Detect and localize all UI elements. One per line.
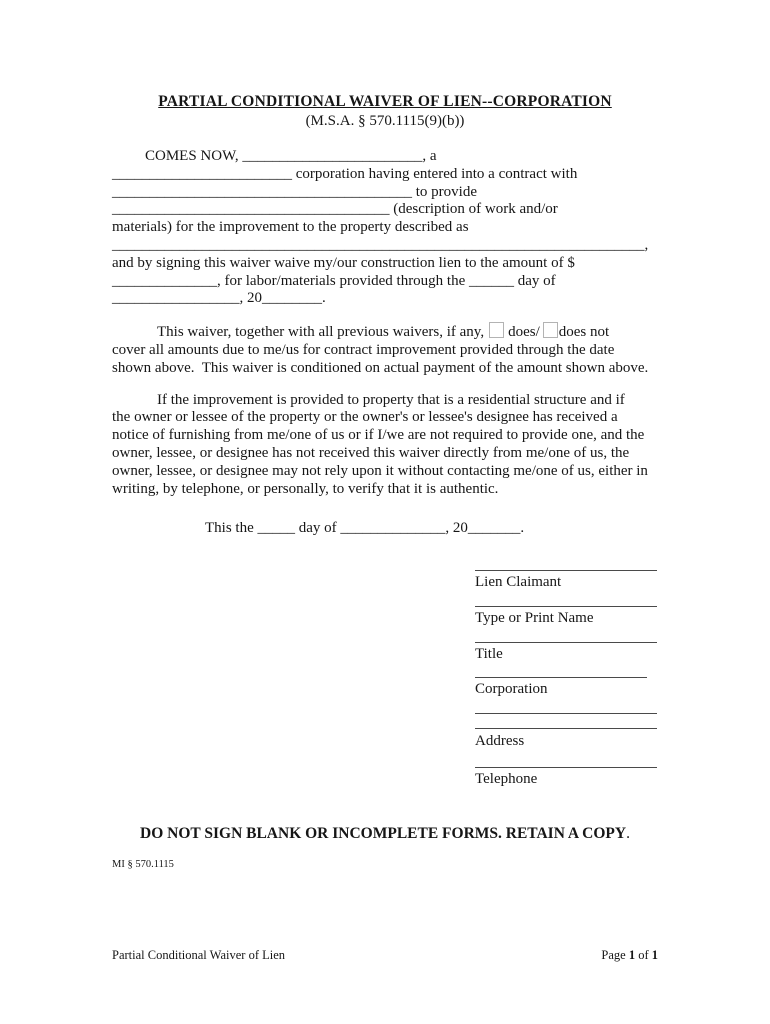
signature-line bbox=[475, 728, 657, 729]
page-indicator bbox=[601, 948, 658, 963]
signature-block bbox=[475, 562, 657, 794]
does-label: does/ bbox=[508, 324, 540, 341]
warning-text: DO NOT SIGN BLANK OR INCOMPLETE FORMS. RETAIN A COPY bbox=[140, 825, 627, 842]
coverage-text: This waiver, together with all previous waivers, if any, bbox=[157, 324, 485, 341]
paragraph-line: and by signing this waiver waive my/our construction lien to the amount of $ bbox=[112, 254, 575, 271]
paragraph-line: the owner or lessee of the property or the owner's or lessee's designee has received a bbox=[112, 409, 618, 426]
warning-period: . bbox=[626, 825, 630, 842]
warning-line bbox=[0, 825, 770, 843]
statute-subtitle: (M.S.A. § 570.1115(9)(b)) bbox=[305, 112, 465, 129]
property-description-line: _______________________________________________________________________, bbox=[112, 236, 649, 253]
paragraph-line: writing, by telephone, or personally, to verify that it is authentic. bbox=[112, 480, 499, 497]
waiver-coverage-line bbox=[112, 322, 664, 342]
paragraph-line: _________________, 20________. bbox=[112, 290, 326, 307]
paragraph-line: owner, lessee, or designee may not rely upon it without contacting me/one of us, either in bbox=[112, 462, 648, 479]
paragraph-gap bbox=[112, 308, 664, 322]
telephone-label: Telephone bbox=[475, 771, 538, 787]
of-word: of bbox=[635, 948, 652, 962]
statute-reference: MI § 570.1115 bbox=[112, 859, 174, 870]
corporation-label: Corporation bbox=[475, 681, 548, 697]
page-title: PARTIAL CONDITIONAL WAIVER OF LIEN--CORPORATION bbox=[158, 93, 612, 110]
paragraph-line: notice of furnishing from me/one of us or if I/we are not required to provide one, and the bbox=[112, 427, 645, 444]
signature-line bbox=[475, 606, 657, 607]
paragraph-gap bbox=[112, 498, 664, 520]
page-word: Page bbox=[601, 948, 629, 962]
paragraph-line: ________________________________________ to provide bbox=[112, 183, 477, 200]
paragraph-line: _____________________________________ (description of work and/or bbox=[112, 201, 558, 218]
paragraph-line: If the improvement is provided to property that is a residential structure and if bbox=[157, 391, 625, 408]
page-footer bbox=[112, 948, 658, 963]
paragraph-line: materials) for the improvement to the property described as bbox=[112, 219, 469, 236]
footer-title: Partial Conditional Waiver of Lien bbox=[112, 948, 286, 962]
date-line: This the _____ day of ______________, 20_______. bbox=[205, 520, 525, 537]
comes-now-line: COMES NOW, ________________________, a bbox=[145, 148, 437, 164]
does-not-checkbox[interactable] bbox=[543, 322, 558, 338]
page-number: 1 bbox=[628, 948, 636, 962]
title-label: Title bbox=[475, 646, 503, 662]
paragraph-line: cover all amounts due to me/us for contract improvement provided through the date bbox=[112, 341, 615, 358]
paragraph-line: owner, lessee, or designee has not received this waiver directly from me/one of us, the bbox=[112, 444, 630, 461]
page-total: 1 bbox=[651, 948, 658, 962]
does-checkbox[interactable] bbox=[489, 322, 504, 338]
paragraph-line: ______________, for labor/materials provided through the ______ day of bbox=[112, 272, 556, 289]
title-block bbox=[0, 92, 770, 131]
signature-line bbox=[475, 642, 657, 643]
type-or-print-name-label: Type or Print Name bbox=[475, 610, 594, 626]
address-label: Address bbox=[475, 733, 525, 749]
lien-claimant-label: Lien Claimant bbox=[475, 574, 562, 590]
paragraph-line: ________________________ corporation having entered into a contract with bbox=[112, 165, 578, 182]
signature-line bbox=[475, 713, 657, 714]
signature-line bbox=[475, 767, 657, 768]
paragraph-gap bbox=[112, 378, 664, 392]
does-not-label: does not bbox=[558, 324, 610, 341]
signature-line bbox=[475, 677, 647, 678]
signature-line bbox=[475, 570, 657, 571]
document-body bbox=[112, 148, 664, 538]
paragraph-line: shown above. This waiver is conditioned on actual payment of the amount shown above. bbox=[112, 359, 649, 376]
